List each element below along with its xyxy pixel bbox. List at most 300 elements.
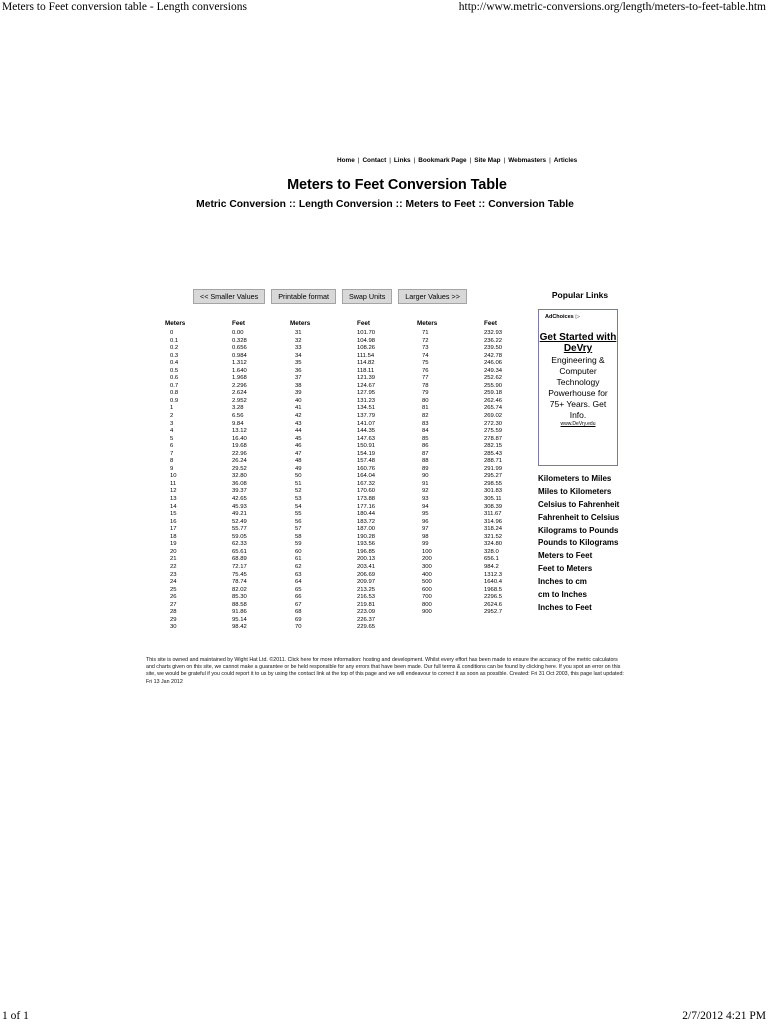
ad-headline-link[interactable]: Get Started with DeVry	[539, 332, 617, 354]
table-cell-feet: 49.21	[232, 511, 247, 518]
table-cell-meters: 94	[422, 503, 429, 510]
table-cell-feet: 2.952	[232, 397, 247, 404]
table-cell-feet: 252.62	[484, 375, 503, 382]
table-cell-feet: 154.19	[357, 450, 376, 457]
table-cell-feet: 0.328	[232, 337, 247, 344]
table-cell-meters: 34	[295, 352, 302, 359]
table-cell-feet: 75.45	[232, 571, 247, 578]
table-cell-feet: 65.61	[232, 548, 247, 555]
popular-link-inches-to-cm[interactable]: Inches to cm	[538, 577, 587, 587]
table-cell-meters: 57	[295, 526, 302, 533]
table-cell-meters: 8	[170, 458, 174, 465]
table-cell-feet: 229.65	[357, 624, 376, 631]
popular-link-celsius-to-fahrenheit[interactable]: Celsius to Fahrenheit	[538, 499, 620, 509]
table-cell-meters: 90	[422, 473, 429, 480]
table-cell-meters: 88	[422, 458, 429, 465]
table-cell-feet: 180.44	[357, 511, 376, 518]
table-cell-meters: 20	[170, 548, 177, 555]
table-cell-feet: 288.71	[484, 458, 503, 465]
table-cell-feet: 167.32	[357, 480, 376, 487]
conversion-table	[160, 320, 520, 650]
adchoices-label[interactable]	[545, 314, 580, 320]
table-cell-meters: 59	[295, 541, 302, 548]
table-cell-feet: 226.37	[357, 616, 376, 623]
table-cell-meters: 87	[422, 450, 429, 457]
table-cell-feet: 3.28	[232, 405, 244, 412]
table-cell-feet: 9.84	[232, 420, 244, 427]
table-cell-feet: 203.41	[357, 563, 376, 570]
table-cell-feet: 318.24	[484, 526, 503, 533]
table-cell-feet: 39.37	[232, 488, 247, 495]
table-cell-feet: 0.00	[232, 330, 244, 336]
table-cell-meters: 18	[170, 533, 177, 540]
table-cell-feet: 6.56	[232, 413, 244, 420]
table-cell-feet: 239.50	[484, 345, 503, 352]
breadcrumb-metric-conversion[interactable]: Metric Conversion	[196, 199, 286, 210]
table-cell-meters: 39	[295, 390, 302, 397]
table-cell-feet: 278.87	[484, 435, 503, 442]
table-cell-feet: 52.49	[232, 518, 247, 525]
table-cell-feet: 193.56	[357, 541, 376, 548]
table-cell-meters: 91	[422, 480, 429, 487]
table-cell-meters: 62	[295, 563, 302, 570]
table-cell-meters: 22	[170, 563, 177, 570]
table-cell-feet: 200.13	[357, 556, 376, 563]
table-cell-meters: 0.5	[170, 367, 179, 374]
table-cell-meters: 14	[170, 503, 177, 510]
table-cell-meters: 70	[295, 624, 302, 631]
nav-home-link[interactable]: Home	[337, 157, 355, 164]
table-cell-feet: 242.78	[484, 352, 503, 359]
table-cell-feet: 298.55	[484, 480, 503, 487]
table-cell-meters: 16	[170, 518, 177, 525]
table-cell-feet: 1312.3	[484, 571, 503, 578]
table-column-feet	[232, 330, 247, 632]
table-cell-feet: 246.06	[484, 360, 503, 367]
table-cell-meters: 65	[295, 586, 302, 593]
ad-body-text: Engineering & Computer Technology Powerhouse for 75+ Years. Get Info.	[548, 355, 608, 420]
table-cell-feet: 219.81	[357, 601, 376, 608]
table-cell-meters: 80	[422, 397, 429, 404]
table-cell-feet: 131.23	[357, 397, 376, 404]
table-cell-feet: 88.58	[232, 601, 247, 608]
table-cell-meters: 3	[170, 420, 174, 427]
table-cell-meters: 29	[170, 616, 177, 623]
table-cell-feet: 16.40	[232, 435, 247, 442]
table-cell-meters: 33	[295, 345, 302, 352]
table-cell-feet: 1640.4	[484, 579, 503, 586]
table-cell-meters: 23	[170, 571, 177, 578]
nav-links-link[interactable]: Links	[393, 157, 411, 164]
table-cell-meters: 76	[422, 367, 429, 374]
table-cell-feet: 177.16	[357, 503, 376, 510]
adchoices-text: AdChoices	[545, 314, 574, 320]
table-cell-meters: 56	[295, 518, 302, 525]
table-cell-meters: 300	[422, 563, 432, 570]
table-cell-meters: 55	[295, 511, 302, 518]
table-cell-meters: 60	[295, 548, 302, 555]
popular-link-cm-to-inches[interactable]: cm to Inches	[538, 590, 587, 600]
table-cell-meters: 73	[422, 345, 429, 352]
table-cell-feet: 328.0	[484, 548, 499, 555]
table-cell-feet: 104.98	[357, 337, 376, 344]
table-cell-meters: 6	[170, 443, 174, 450]
table-header-feet: Feet	[357, 320, 370, 327]
table-cell-meters: 64	[295, 579, 302, 586]
table-cell-meters: 600	[422, 586, 432, 593]
table-controls	[193, 289, 467, 303]
table-cell-meters: 74	[422, 352, 429, 359]
print-header-title: Meters to Feet conversion table - Length conversions	[2, 1, 247, 13]
table-cell-feet: 2952.7	[484, 609, 503, 616]
table-cell-feet: 98.42	[232, 624, 247, 631]
table-cell-feet: 29.52	[232, 465, 247, 472]
table-cell-feet: 314.96	[484, 518, 503, 525]
table-cell-feet: 232.93	[484, 330, 503, 336]
table-header-meters: Meters	[290, 320, 311, 327]
table-cell-meters: 67	[295, 601, 302, 608]
table-cell-meters: 28	[170, 609, 177, 616]
print-datetime: 2/7/2012 4:21 PM	[682, 1010, 766, 1022]
popular-link-kg-to-pounds[interactable]: Kilograms to Pounds	[538, 525, 619, 535]
table-column-feet	[357, 330, 375, 632]
table-cell-feet: 308.39	[484, 503, 503, 510]
table-cell-feet: 2.624	[232, 390, 247, 397]
table-cell-feet: 114.82	[357, 360, 375, 367]
table-cell-meters: 0.8	[170, 390, 179, 397]
table-header-feet: Feet	[484, 320, 497, 327]
table-cell-meters: 84	[422, 428, 429, 435]
table-cell-meters: 0.2	[170, 345, 179, 352]
table-cell-meters: 900	[422, 609, 432, 616]
table-cell-feet: 45.93	[232, 503, 247, 510]
table-cell-feet: 1.312	[232, 360, 247, 367]
table-cell-meters: 700	[422, 594, 432, 601]
table-cell-feet: 127.95	[357, 390, 376, 397]
popular-link-km-to-miles[interactable]: Kilometers to Miles	[538, 474, 612, 483]
nav-sitemap-link[interactable]: Site Map	[474, 157, 501, 164]
page-title: Meters to Feet Conversion Table	[287, 177, 507, 193]
adchoices-icon: ▷	[575, 314, 580, 320]
table-cell-feet: 656.1	[484, 556, 499, 563]
table-cell-meters: 98	[422, 533, 429, 540]
table-cell-meters: 72	[422, 337, 429, 344]
table-cell-meters: 4	[170, 428, 174, 435]
table-cell-meters: 11	[170, 480, 177, 487]
table-cell-meters: 95	[422, 511, 429, 518]
table-cell-feet: 78.74	[232, 579, 247, 586]
table-cell-feet: 206.69	[357, 571, 376, 578]
table-cell-feet: 301.83	[484, 488, 503, 495]
ad-url-link[interactable]: www.DeVry.edu	[560, 421, 596, 427]
table-cell-feet: 0.984	[232, 352, 247, 359]
table-cell-feet: 111.54	[357, 352, 375, 359]
table-cell-feet: 2.296	[232, 382, 247, 389]
table-cell-feet: 295.27	[484, 473, 503, 480]
table-cell-feet: 305.11	[484, 496, 502, 503]
table-cell-feet: 2296.5	[484, 594, 503, 601]
table-cell-feet: 291.99	[484, 465, 503, 472]
table-column-meters	[170, 330, 178, 632]
table-cell-meters: 61	[295, 556, 302, 563]
popular-link-meters-to-feet[interactable]: Meters to Feet	[538, 551, 593, 561]
table-cell-meters: 54	[295, 503, 302, 510]
nav-separator: |	[469, 157, 472, 164]
table-cell-meters: 200	[422, 556, 432, 563]
table-cell-feet: 32.80	[232, 473, 247, 480]
popular-link-feet-to-meters[interactable]: Feet to Meters	[538, 564, 593, 574]
table-cell-meters: 71	[422, 330, 429, 336]
table-cell-meters: 97	[422, 526, 429, 533]
table-cell-feet: 223.09	[357, 609, 376, 616]
table-cell-meters: 63	[295, 571, 302, 578]
table-cell-meters: 37	[295, 375, 302, 382]
table-cell-meters: 0.1	[170, 337, 179, 344]
table-cell-meters: 50	[295, 473, 302, 480]
breadcrumb-length-conversion[interactable]: Length Conversion	[298, 199, 393, 210]
table-cell-meters: 800	[422, 601, 432, 608]
table-cell-feet: 213.25	[357, 586, 376, 593]
table-cell-feet: 173.88	[357, 496, 376, 503]
nav-separator: |	[357, 157, 360, 164]
table-cell-meters: 13	[170, 496, 177, 503]
table-cell-meters: 19	[170, 541, 177, 548]
table-cell-feet: 285.43	[484, 450, 503, 457]
table-cell-feet: 108.26	[357, 345, 376, 352]
table-cell-meters: 83	[422, 420, 429, 427]
table-cell-feet: 82.02	[232, 586, 247, 593]
table-cell-meters: 81	[422, 405, 429, 412]
advertisement[interactable]	[538, 309, 618, 466]
popular-link-miles-to-km[interactable]: Miles to Kilometers	[538, 486, 612, 496]
table-cell-meters: 93	[422, 496, 429, 503]
table-header-meters: Meters	[165, 320, 186, 327]
table-cell-meters: 96	[422, 518, 429, 525]
table-cell-meters: 0.4	[170, 360, 179, 367]
table-cell-meters: 1	[170, 405, 174, 412]
table-cell-meters: 0	[170, 330, 174, 336]
table-cell-feet: 259.18	[484, 390, 503, 397]
table-cell-meters: 32	[295, 337, 302, 344]
table-cell-feet: 13.12	[232, 428, 247, 435]
nav-contact-link[interactable]: Contact	[362, 157, 387, 164]
table-cell-feet: 55.77	[232, 526, 247, 533]
table-cell-feet: 187.00	[357, 526, 376, 533]
table-cell-meters: 9	[170, 465, 174, 472]
table-cell-feet: 269.02	[484, 413, 503, 420]
table-cell-meters: 99	[422, 541, 429, 548]
table-cell-feet: 1968.5	[484, 586, 503, 593]
table-cell-feet: 59.05	[232, 533, 247, 540]
table-cell-meters: 79	[422, 390, 429, 397]
table-cell-feet: 324.80	[484, 541, 503, 548]
table-cell-meters: 24	[170, 579, 177, 586]
table-cell-meters: 89	[422, 465, 429, 472]
nav-webmasters-link[interactable]: Webmasters	[508, 157, 547, 164]
table-cell-feet: 2624.6	[484, 601, 503, 608]
table-cell-meters: 7	[170, 450, 174, 457]
table-cell-meters: 35	[295, 360, 302, 367]
table-cell-feet: 19.68	[232, 443, 247, 450]
table-cell-meters: 92	[422, 488, 429, 495]
popular-links-list	[538, 473, 628, 615]
table-cell-feet: 984.2	[484, 563, 499, 570]
popular-link-pounds-to-kg[interactable]: Pounds to Kilograms	[538, 538, 619, 548]
breadcrumb-separator: ::	[395, 199, 403, 210]
table-cell-feet: 141.07	[357, 420, 376, 427]
table-cell-meters: 100	[422, 548, 432, 555]
table-cell-meters: 25	[170, 586, 177, 593]
table-cell-meters: 78	[422, 382, 429, 389]
table-cell-meters: 42	[295, 413, 302, 420]
table-cell-meters: 30	[170, 624, 177, 631]
popular-link-inches-to-feet[interactable]: Inches to Feet	[538, 602, 592, 612]
table-cell-meters: 69	[295, 616, 302, 623]
table-cell-feet: 249.34	[484, 367, 503, 374]
table-cell-feet: 144.35	[357, 428, 376, 435]
table-cell-meters: 10	[170, 473, 177, 480]
table-cell-feet: 265.74	[484, 405, 503, 412]
table-cell-meters: 21	[170, 556, 177, 563]
breadcrumb-conversion-table: Conversion Table	[488, 199, 574, 210]
table-cell-meters: 0.7	[170, 382, 179, 389]
table-cell-meters: 45	[295, 435, 302, 442]
table-column-meters	[422, 330, 432, 617]
table-cell-feet: 72.17	[232, 563, 247, 570]
table-cell-meters: 51	[295, 480, 302, 487]
table-cell-meters: 48	[295, 458, 302, 465]
table-cell-meters: 36	[295, 367, 302, 374]
print-page-number: 1 of 1	[2, 1010, 29, 1022]
table-cell-meters: 12	[170, 488, 177, 495]
table-cell-feet: 22.96	[232, 450, 247, 457]
popular-link-fahrenheit-to-celsius[interactable]: Fahrenheit to Celsius	[538, 512, 620, 522]
table-cell-meters: 26	[170, 594, 177, 601]
table-cell-feet: 262.46	[484, 397, 503, 404]
printable-format-button[interactable]: Printable format	[271, 289, 336, 304]
table-header-feet: Feet	[232, 320, 245, 327]
table-cell-meters: 47	[295, 450, 302, 457]
table-cell-meters: 68	[295, 609, 302, 616]
table-cell-feet: 1.968	[232, 375, 247, 382]
table-cell-meters: 53	[295, 496, 302, 503]
table-cell-meters: 500	[422, 579, 432, 586]
table-cell-meters: 31	[295, 330, 302, 336]
table-cell-feet: 183.72	[357, 518, 376, 525]
table-cell-meters: 46	[295, 443, 302, 450]
table-cell-feet: 36.08	[232, 480, 247, 487]
table-cell-feet: 134.51	[357, 405, 376, 412]
table-cell-meters: 82	[422, 413, 429, 420]
table-cell-meters: 15	[170, 511, 177, 518]
swap-units-button[interactable]: Swap Units	[342, 289, 392, 304]
table-cell-meters: 66	[295, 594, 302, 601]
table-cell-feet: 101.70	[357, 330, 376, 336]
table-cell-meters: 77	[422, 375, 429, 382]
table-cell-feet: 26.24	[232, 458, 247, 465]
top-navigation	[337, 157, 617, 164]
table-cell-meters: 75	[422, 360, 429, 367]
table-cell-feet: 272.30	[484, 420, 503, 427]
nav-articles-link[interactable]: Articles	[553, 157, 578, 164]
site-disclaimer: This site is owned and maintained by Wight Hat Ltd. ©2011. Click here for more information: hosting and development. Whilst every effort has been made to ensure the accuracy of the metric calculators and charts given on this site, we cannot make a guarantee or be held responsible for any errors that have been made. Our full terms & conditions can be found by clicking here. If you spot an error on this site, we would be grateful if you could report it to us by using the contact link at the top of this page and we will endeavour to correct it as soon as possible. Created: Fri 31 Oct 2003, this page last updated: Fri 13 Jan 2012	[146, 657, 624, 685]
table-cell-feet: 137.79	[357, 413, 376, 420]
larger-values-button[interactable]: Larger Values >>	[398, 289, 467, 304]
table-cell-meters: 400	[422, 571, 432, 578]
table-cell-feet: 68.89	[232, 556, 247, 563]
table-cell-feet: 0.656	[232, 345, 247, 352]
table-cell-feet: 147.63	[357, 435, 376, 442]
table-cell-meters: 85	[422, 435, 429, 442]
table-cell-feet: 209.97	[357, 579, 376, 586]
table-cell-meters: 58	[295, 533, 302, 540]
table-cell-meters: 0.3	[170, 352, 179, 359]
table-cell-feet: 236.22	[484, 337, 503, 344]
table-cell-feet: 62.33	[232, 541, 247, 548]
nav-separator: |	[503, 157, 506, 164]
table-cell-meters: 44	[295, 428, 302, 435]
print-header-url: http://www.metric-conversions.org/length/meters-to-feet-table.htm	[458, 1, 766, 13]
table-cell-feet: 42.65	[232, 496, 247, 503]
table-cell-feet: 321.52	[484, 533, 503, 540]
table-cell-feet: 118.11	[357, 367, 375, 374]
nav-separator: |	[413, 157, 416, 164]
table-cell-feet: 150.91	[357, 443, 376, 450]
nav-separator: |	[549, 157, 551, 164]
breadcrumb	[0, 199, 768, 210]
table-cell-feet: 157.48	[357, 458, 376, 465]
table-cell-meters: 43	[295, 420, 302, 427]
table-cell-feet: 1.640	[232, 367, 247, 374]
smaller-values-button[interactable]: << Smaller Values	[193, 289, 265, 304]
table-cell-meters: 40	[295, 397, 302, 404]
breadcrumb-separator: ::	[478, 199, 486, 210]
nav-separator: |	[389, 157, 391, 164]
table-cell-feet: 85.30	[232, 594, 247, 601]
table-cell-meters: 5	[170, 435, 174, 442]
table-cell-meters: 0.9	[170, 397, 179, 404]
table-cell-feet: 121.39	[357, 375, 376, 382]
table-cell-feet: 255.90	[484, 382, 503, 389]
table-cell-feet: 91.86	[232, 609, 247, 616]
table-cell-meters: 52	[295, 488, 302, 495]
table-column-feet	[484, 330, 502, 617]
table-cell-meters: 38	[295, 382, 302, 389]
table-header-meters: Meters	[417, 320, 438, 327]
table-cell-meters: 86	[422, 443, 429, 450]
table-cell-meters: 0.6	[170, 375, 179, 382]
table-cell-feet: 190.28	[357, 533, 376, 540]
table-cell-meters: 49	[295, 465, 302, 472]
popular-links-title: Popular Links	[551, 290, 609, 300]
table-cell-feet: 124.67	[357, 382, 376, 389]
table-cell-feet: 196.85	[357, 548, 376, 555]
table-column-meters	[295, 330, 302, 632]
table-cell-feet: 282.15	[484, 443, 503, 450]
table-cell-feet: 95.14	[232, 616, 247, 623]
table-cell-feet: 216.53	[357, 594, 376, 601]
table-cell-feet: 275.59	[484, 428, 503, 435]
nav-bookmark-link[interactable]: Bookmark Page	[418, 157, 467, 164]
breadcrumb-separator: ::	[288, 199, 296, 210]
table-cell-feet: 160.76	[357, 465, 376, 472]
breadcrumb-meters-to-feet[interactable]: Meters to Feet	[405, 199, 476, 210]
table-cell-meters: 2	[170, 413, 174, 420]
table-cell-meters: 41	[295, 405, 302, 412]
table-cell-feet: 311.67	[484, 511, 502, 518]
table-cell-feet: 164.04	[357, 473, 376, 480]
table-cell-meters: 27	[170, 601, 177, 608]
